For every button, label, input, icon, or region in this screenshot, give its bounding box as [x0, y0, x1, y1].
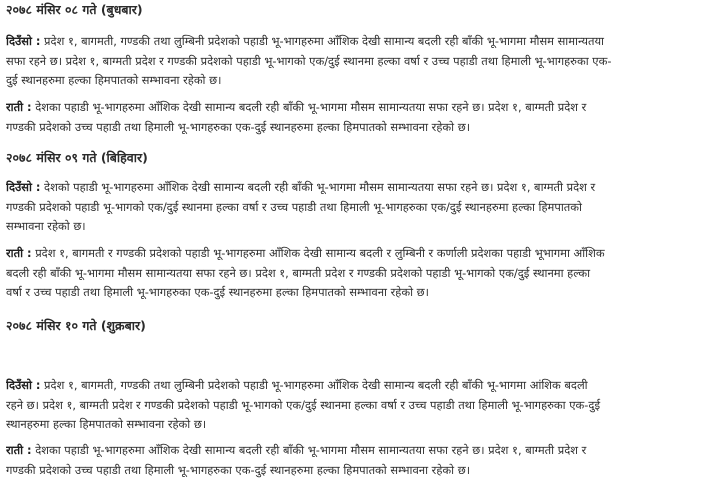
day1-night-forecast	[6, 98, 711, 137]
forecast-line	[6, 32, 711, 52]
daytime-label: दिउँसो :	[6, 378, 41, 392]
forecast-line: वर्षा र उच्च पहाडी तथा हिमाली भू-भागहरुका एक-दुई स्थानहरुमा हल्का हिमपातको सम्भावना रहेको छ।	[6, 285, 429, 299]
forecast-line	[6, 244, 711, 264]
forecast-line: बदली रही बाँकी भू-भागमा मौसम सामान्यतया सफा रहने छ। प्रदेश १, बाग्मती प्रदेश र गण्डकी प्रदेशको पहाडी भू-भागको एक/दुई स्थानमा हल्का	[6, 265, 591, 280]
night-label: राती :	[6, 246, 32, 260]
forecast-text: देशका पहाडी भू-भागहरुमा आँशिक देखी सामान्य बदली रही बाँकी भू-भागमा मौसम सामान्यतया सफा रहने छ। प्रदेश १, बाग्मती प्रदेश र	[31, 443, 587, 457]
day1-daytime-forecast	[6, 32, 711, 91]
day3-night-forecast	[6, 441, 711, 480]
night-label: राती :	[6, 443, 32, 457]
forecast-text: देशका पहाडी भू-भागहरुमा आँशिक देखी सामान्य बदली रही बाँकी भू-भागमा मौसम सामान्यतया सफा रहने छ। प्रदेश १, बाग्मती प्रदेश र	[31, 100, 587, 114]
forecast-line: सम्भावना रहेको छ।	[6, 219, 86, 233]
daytime-label: दिउँसो :	[6, 180, 41, 194]
forecast-line: गण्डकी प्रदेशको पहाडी भू-भागको एक/दुई स्थानमा हल्का वर्षा र उच्च पहाडी तथा हिमाली भू-भागहरुका एक/दुई स्थानहरुमा हल्का हिमपातको	[6, 199, 582, 214]
forecast-text: देशको पहाडी भू-भागहरुमा आँशिक देखी सामान्य बदली रही बाँकी भू-भागमा मौसम सामान्यतया सफा रहने छ। प्रदेश १, बाग्मती प्रदेश र	[40, 180, 596, 194]
forecast-line	[6, 376, 711, 396]
day2-night-forecast	[6, 244, 711, 303]
daytime-label: दिउँसो :	[6, 34, 41, 48]
forecast-text: प्रदेश १, बागमती, गण्डकी तथा लुम्बिनी प्रदेशको पहाडी भू-भागहरुमा आँशिक देखी सामान्य बदली रही बाँकी भू-भागमा आंशिक बदली	[40, 378, 588, 392]
forecast-line: गण्डकी प्रदेशको उच्च पहाडी तथा हिमाली भू-भागहरुका एक-दुई स्थानहरुमा हल्का हिमपातको सम्भावना रहेको छ।	[6, 119, 471, 134]
forecast-line	[6, 441, 711, 461]
forecast-line	[6, 98, 711, 118]
date-heading-day3: २०७८ मंसिर १० गते (शुक्रबार)	[6, 318, 146, 333]
forecast-line: सफा रहने छ। प्रदेश १, बाग्मती प्रदेश र गण्डकी प्रदेशको पहाडी भू-भागको एक/दुई स्थानमा हल्का वर्षा र उच्च पहाडी तथा हिमाली भू-भागहरुका एक-	[6, 53, 612, 68]
forecast-line	[6, 178, 711, 198]
forecast-line: रहने छ। प्रदेश १, बाग्मती प्रदेश र गण्डकी प्रदेशको पहाडी भू-भागको एक/दुई स्थानमा हल्का वर्षा र उच्च पहाडी तथा हिमाली भू-भागहरुका एक-दुई	[6, 397, 601, 412]
forecast-line: गण्डकी प्रदेशको उच्च पहाडी तथा हिमाली भू-भागहरुका एक-दुई स्थानहरुमा हल्का हिमपातको सम्भावना रहेको छ।	[6, 462, 471, 477]
night-label: राती :	[6, 100, 32, 114]
forecast-line: दुई स्थानहरुमा हल्का हिमपातको सम्भावना रहेको छ।	[6, 73, 222, 87]
date-heading-day1: २०७८ मंसिर ०८ गते (बुधबार)	[6, 2, 143, 17]
forecast-line: स्थानहरुमा हल्का हिमपातको सम्भावना रहेको छ।	[6, 417, 207, 431]
date-heading-day2: २०७८ मंसिर ०९ गते (बिहिवार)	[6, 150, 148, 165]
day2-daytime-forecast	[6, 178, 711, 237]
day3-daytime-forecast	[6, 376, 711, 435]
forecast-text: प्रदेश १, बागमती र गण्डकी प्रदेशको पहाडी भू-भागहरुमा आँशिक देखी सामान्य बदली र लुम्बिनी र कर्णाली प्रदेशका पहाडी भूभागमा आँशिक	[31, 246, 605, 260]
forecast-text: प्रदेश १, बागमती, गण्डकी तथा लुम्बिनी प्रदेशको पहाडी भू-भागहरुमा आँशिक देखी सामान्य बदली रही बाँकी भू-भागमा मौसम सामान्यतया	[40, 34, 605, 48]
